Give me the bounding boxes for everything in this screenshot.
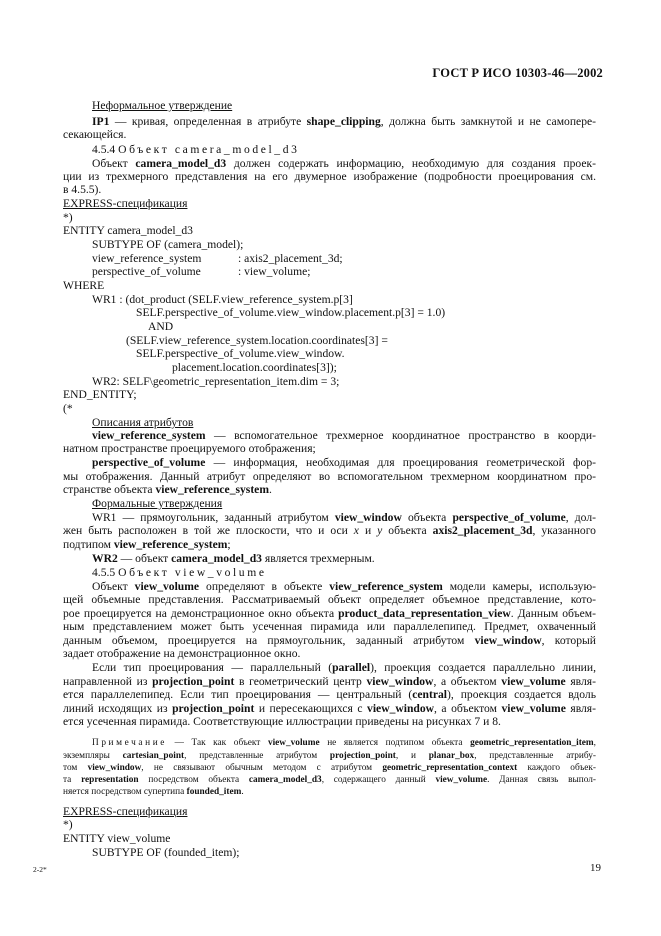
text-run: view_window — [474, 634, 542, 647]
text-run: объекта — [382, 524, 433, 537]
text-run: SELF.perspective_of_volume.view_window.placement.p[3] = 1.0) — [136, 306, 446, 319]
text-run: в 4.5.5). — [63, 183, 102, 196]
text-line — [63, 524, 596, 537]
text-line — [63, 702, 596, 715]
text-line — [92, 511, 596, 524]
text-run: — информация, необходимая для проецирования геометрической фор- — [205, 456, 596, 469]
text-run: явля- — [565, 675, 596, 688]
text-run: — Так как объект — [167, 738, 268, 748]
text-run: perspective_of_volume — [452, 511, 566, 524]
text-run: view_window — [367, 702, 435, 715]
text-line — [92, 375, 339, 388]
text-run: y — [377, 524, 383, 537]
text-run: view_window — [87, 763, 142, 773]
text-run: camera_model_d3 — [248, 775, 322, 785]
text-line — [63, 183, 101, 196]
text-run: ется параллелепипед. Если тип проецирования — центральный ( — [63, 688, 413, 701]
text-run: и — [358, 524, 378, 537]
text-line — [148, 320, 173, 333]
text-line — [63, 402, 73, 415]
text-run: view_reference_system — [329, 580, 443, 593]
text-line — [63, 224, 193, 237]
text-line — [63, 751, 596, 762]
text-run: , должна быть замкнутой и не самопере- — [380, 115, 596, 128]
text-run: , и — [395, 751, 429, 761]
text-line — [92, 265, 201, 278]
text-line — [92, 293, 353, 306]
text-run: жен быть расположен в той же плоскости, что и оси — [63, 524, 354, 537]
text-run: та — [63, 775, 82, 785]
text-run: (SELF.view_reference_system.location.coordinates[3] = — [126, 334, 388, 347]
text-run: ), проекция создается вдоль — [447, 688, 597, 701]
text-run: . Данным объем- — [510, 607, 596, 620]
text-run: ции из трехмерного представления на его двумерное изображение (подробности проецирования см. — [63, 170, 596, 183]
text-run: , представленные атрибутом — [184, 751, 330, 761]
text-run: линий исходящих из — [63, 702, 173, 715]
text-run: view_volume — [435, 775, 488, 785]
text-run: должен содержать информацию, необходимую для создания проек- — [226, 157, 596, 170]
text-run: странстве объекта — [63, 483, 156, 496]
text-line — [63, 688, 596, 701]
text-run: AND — [148, 320, 174, 333]
text-run: ; — [227, 538, 231, 551]
text-line — [63, 715, 501, 728]
text-line — [92, 99, 232, 112]
text-run: projection_point — [152, 675, 235, 688]
text-line — [63, 538, 231, 551]
text-run: view_volume — [501, 675, 566, 688]
text-run: рое проецируется на демонстрационное окно объекта — [63, 607, 339, 620]
page-header: ГОСТ Р ИСО 10303-46—2002 — [432, 66, 603, 80]
text-line — [92, 497, 222, 510]
text-run: Если тип проецирования — параллельный ( — [92, 661, 333, 674]
text-line — [92, 738, 596, 749]
text-run: и пересекающихся с — [254, 702, 368, 715]
text-run: WR1 : (dot_product (SELF.view_reference_system.p[3] — [92, 293, 353, 306]
text-run: central — [412, 688, 448, 701]
text-run: задает отображение на демонстрационное окно. — [63, 647, 301, 660]
text-run: Примечание — [92, 738, 167, 748]
text-line — [92, 566, 267, 579]
text-run: 4.5.4 — [92, 143, 119, 156]
text-run: product_data_representation_view — [338, 607, 511, 620]
text-run: является трехмерным. — [261, 552, 375, 565]
text-run: perspective_of_volume — [92, 265, 201, 278]
text-run: , дол- — [565, 511, 596, 524]
text-line — [63, 211, 73, 224]
text-run: : view_volume; — [238, 265, 311, 278]
text-run: view_window — [334, 511, 402, 524]
text-run: WR1 — прямоугольник, заданный атрибутом — [92, 511, 335, 524]
text-line — [92, 661, 596, 674]
text-line — [92, 416, 193, 429]
text-run: — объект — [117, 552, 172, 565]
text-run: , а объектом — [434, 702, 502, 715]
text-run: founded_item — [186, 787, 242, 797]
text-run: perspective_of_volume — [92, 456, 206, 469]
text-run: ется усеченная пирамида. Соответствующие иллюстрации приведены на рисунках 7 и 8. — [63, 715, 501, 728]
text-run: . Данная связь выпол- — [487, 775, 596, 785]
text-line — [63, 593, 596, 606]
text-run: , который — [541, 634, 596, 647]
text-line — [63, 634, 596, 647]
text-run: . — [268, 483, 272, 496]
text-run: WR2 — [92, 552, 118, 565]
text-line — [63, 818, 73, 831]
text-line — [63, 620, 596, 633]
text-line — [63, 128, 126, 141]
text-run: ENTITY view_volume — [63, 832, 171, 845]
text-run: SELF.perspective_of_volume.view_window. — [136, 347, 345, 360]
text-line — [63, 470, 596, 483]
text-line — [63, 675, 596, 688]
text-line — [92, 580, 596, 593]
text-line — [92, 238, 243, 251]
text-run: ENTITY camera_model_d3 — [63, 224, 193, 237]
text-run: данным объемом, проецируется на прямоугольник, заданный атрибутом — [63, 634, 475, 647]
text-line — [63, 832, 170, 845]
text-run: в геометрический центр — [234, 675, 367, 688]
text-run: Объект — [92, 580, 135, 593]
text-line — [92, 157, 596, 170]
text-line — [63, 279, 104, 292]
text-line — [63, 442, 316, 455]
text-run: секающейся. — [63, 128, 127, 141]
text-run: representation — [81, 775, 139, 785]
text-line — [92, 115, 596, 128]
text-run: view_volume — [134, 580, 200, 593]
text-run: — кривая, определенная в атрибуте — [109, 115, 307, 128]
text-run: WR2: SELF\geometric_representation_item.dim = 3; — [92, 375, 340, 388]
text-run: явля- — [565, 702, 596, 715]
text-run: няется посредством супертипа — [63, 787, 187, 797]
text-run: projection_point — [172, 702, 255, 715]
text-line — [92, 456, 596, 469]
text-line — [63, 787, 244, 798]
text-run: Объект — [92, 157, 136, 170]
text-run: view_reference_system — [155, 483, 269, 496]
text-run: (* — [63, 402, 73, 415]
text-run: направленной из — [63, 675, 153, 688]
text-run: Описания атрибутов — [92, 416, 194, 429]
text-run: *) — [63, 818, 73, 831]
text-run: WHERE — [63, 279, 105, 292]
text-run: *) — [63, 211, 73, 224]
text-run: view_volume — [501, 702, 566, 715]
text-run: , указанного — [532, 524, 596, 537]
text-line — [136, 347, 345, 360]
text-line — [63, 607, 596, 620]
text-run: EXPRESS-спецификация — [63, 197, 188, 210]
text-run: , не связывают обычным методом с атрибутом — [141, 763, 383, 773]
text-line — [92, 252, 201, 265]
text-line — [172, 361, 337, 374]
text-run: ), проекция создается параллельно линии, — [370, 661, 596, 674]
text-run: мы отображения. Данный атрибут определяют во вспомогательном трехмерном координатном про- — [63, 470, 596, 483]
text-run: planar_box — [428, 751, 475, 761]
text-run: cartesian_point — [122, 751, 185, 761]
text-line — [63, 775, 596, 786]
text-run: shape_clipping — [306, 115, 381, 128]
text-run: view_reference_system — [113, 538, 228, 551]
text-run: экземпляры — [63, 751, 123, 761]
text-run: Формальные утверждения — [92, 497, 223, 510]
text-run: натном пространстве проецируемого отображения; — [63, 442, 316, 455]
text-run: не является подтипом объекта — [319, 738, 471, 748]
text-run: , а объектом — [433, 675, 502, 688]
text-line — [126, 334, 388, 347]
text-run: x — [353, 524, 359, 537]
text-run: , представленные атрибу- — [474, 751, 597, 761]
text-run: IP1 — [92, 115, 110, 128]
text-run: parallel — [332, 661, 371, 674]
text-line — [63, 647, 300, 660]
text-run: SUBTYPE OF (founded_item); — [92, 846, 240, 859]
text-run: view_volume — [267, 738, 320, 748]
text-run: модели камеры, использую- — [442, 580, 597, 593]
text-run: projection_point — [329, 751, 396, 761]
text-run: 4.5.5 — [92, 566, 119, 579]
text-run: каждого объек- — [517, 763, 597, 773]
text-run: geometric_representation_item — [470, 738, 594, 748]
text-run: ным представлением может быть усеченная пирамида или параллелепипед. Предмет, охваченный — [63, 620, 596, 633]
text-run: том — [63, 763, 88, 773]
text-run: axis2_placement_3d — [432, 524, 533, 537]
text-line — [63, 763, 596, 774]
text-run: . — [241, 787, 244, 797]
text-line — [92, 429, 596, 442]
text-run: view_reference_system — [92, 429, 206, 442]
text-line — [238, 265, 310, 278]
text-run: подтипом — [63, 538, 114, 551]
text-line — [63, 197, 187, 210]
text-run: Объект view_volume — [118, 566, 267, 579]
page-number: 19 — [590, 862, 601, 874]
text-line — [92, 846, 240, 859]
text-line — [63, 170, 596, 183]
text-line — [63, 483, 272, 496]
text-run: посредством объекта — [138, 775, 249, 785]
text-run: определяют в объекте — [199, 580, 330, 593]
text-run: SUBTYPE OF (camera_model); — [92, 238, 244, 251]
text-run: geometric_representation_context — [382, 763, 518, 773]
footer-sheet-mark: 2-2* — [33, 865, 47, 874]
text-run: Неформальное утверждение — [92, 99, 233, 112]
text-run: placement.location.coordinates[3]); — [172, 361, 337, 374]
text-run: view_reference_system — [92, 252, 202, 265]
text-line — [92, 143, 300, 156]
text-run: END_ENTITY; — [63, 388, 137, 401]
text-run: camera_model_d3 — [135, 157, 227, 170]
text-run: щей объемные представления. Рассматриваемый объект определяет объемное представление, кото- — [63, 593, 596, 606]
text-run: camera_model_d3 — [171, 552, 262, 565]
text-run: — вспомогательное трехмерное координатное пространство в коорди- — [205, 429, 596, 442]
text-run: : axis2_placement_3d; — [238, 252, 343, 265]
text-run: , — [593, 738, 596, 748]
text-run: view_window — [366, 675, 434, 688]
text-run: Объект camera_model_d3 — [118, 143, 300, 156]
text-line — [63, 388, 137, 401]
text-line — [238, 252, 343, 265]
text-run: EXPRESS-спецификация — [63, 805, 188, 818]
text-line — [136, 306, 445, 319]
text-line — [63, 805, 187, 818]
text-run: , содержащего данный — [321, 775, 436, 785]
text-run: объекта — [401, 511, 453, 524]
text-line — [92, 552, 375, 565]
